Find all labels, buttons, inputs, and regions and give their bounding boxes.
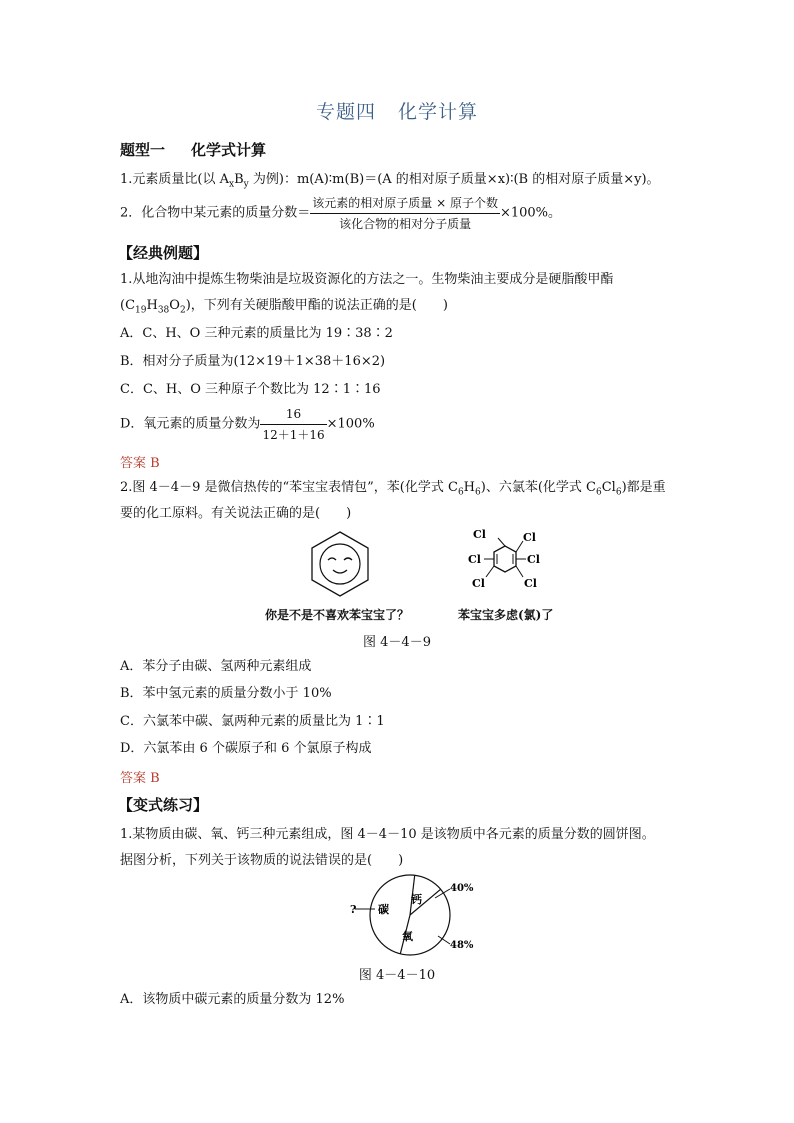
- q2-line-1-mid: )、六氯苯(化学式 C: [480, 480, 596, 495]
- pie-pct-oxygen: 48%: [450, 940, 474, 951]
- page-title: [0, 97, 794, 124]
- figure-4-4-10-caption: 图 4－4－10: [358, 968, 436, 983]
- q1-option-d-prefix: D．氧元素的质量分数为: [120, 416, 261, 432]
- q2-sub-2: 6: [475, 487, 481, 498]
- rule-1-sub-y: y: [243, 179, 249, 190]
- cl-label: Cl: [524, 577, 537, 590]
- rule-1-prefix: 1.元素质量比(以 A: [120, 172, 229, 187]
- q1-sub-o: 2: [179, 305, 186, 316]
- q2-sub-1: 6: [457, 487, 464, 498]
- rule-2-prefix: 2．化合物中某元素的质量分数＝: [120, 205, 311, 221]
- q2-answer: 答案 B: [120, 771, 160, 786]
- p1-line-2: 据图分析，下列关于该物质的说法错误的是( ): [120, 853, 404, 868]
- rule-2-suffix: ×100%。: [499, 205, 562, 221]
- q1-option-d-denominator: 12＋1＋16: [262, 428, 325, 442]
- rule-1-mid: B: [234, 172, 244, 187]
- q2-cl: Cl: [601, 480, 616, 495]
- q2-sub-4: 6: [615, 487, 622, 498]
- q1-option-b: B．相对分子质量为(12×19＋1×38＋16×2): [120, 354, 386, 369]
- q1-option-d: [120, 405, 375, 444]
- q1-h: H: [146, 298, 158, 313]
- q1-option-d-numerator: 16: [260, 405, 326, 425]
- q1-option-d-fraction: [260, 405, 326, 444]
- cl-label: Cl: [473, 528, 486, 541]
- pie-pct-calcium: 40%: [450, 883, 474, 894]
- p1-option-a: A．该物质中碳元素的质量分数为 12%: [120, 992, 345, 1007]
- q1-sub-h: 38: [157, 305, 170, 316]
- bond-bottom-left: [486, 566, 494, 577]
- rule-1-sub-x: x: [229, 179, 235, 190]
- rule-1-rest: 为例)：m(A)∶m(B)＝(A 的相对原子质量×x)∶(B 的相对原子质量×y)。: [248, 172, 660, 187]
- section-label: 题型一: [120, 141, 166, 159]
- cl-label: Cl: [523, 531, 536, 544]
- cl-label: Cl: [472, 577, 485, 590]
- figure-right-caption: 苯宝宝多虑(氯)了: [458, 608, 554, 622]
- rule-2-fraction: [310, 194, 500, 233]
- pie-label-unknown: ?: [350, 903, 357, 916]
- q2-option-d: D．六氯苯由 6 个碳原子和 6 个氯原子构成: [120, 741, 372, 756]
- examples-heading: 【经典例题】: [118, 244, 209, 262]
- q1-option-c: C．C、H、O 三种原子个数比为 12∶1∶16: [120, 382, 381, 397]
- rule-2-numerator: 该元素的相对原子质量 × 原子个数: [310, 194, 500, 214]
- cl-label: Cl: [468, 553, 481, 566]
- cl-label: Cl: [527, 553, 540, 566]
- q1-line-1: 1.从地沟油中提炼生物柴油是垃圾资源化的方法之一。生物柴油主要成分是硬脂酸甲酯: [120, 272, 614, 287]
- pie-label-carbon: 碳: [378, 903, 389, 916]
- pie-leader-oxygen: [438, 936, 450, 944]
- q1-option-a: A．C、H、O 三种元素的质量比为 19∶38∶2: [120, 326, 393, 341]
- benzene-ring-face: [320, 544, 360, 584]
- pie-label-calcium: 钙: [411, 893, 422, 906]
- q2-option-a: A．苯分子由碳、氢两种元素组成: [120, 659, 312, 674]
- q2-line-2: 要的化工原料。有关说法正确的是( ): [120, 506, 352, 521]
- q2-line-1-tail: )都是重: [621, 480, 666, 495]
- q2-option-b: B．苯中氢元素的质量分数小于 10%: [120, 686, 332, 701]
- q1-formula-open: (C: [120, 298, 136, 313]
- rule-2: [120, 194, 561, 233]
- q1-sub-c: 19: [135, 305, 147, 316]
- q2-line-1: [120, 479, 666, 502]
- practice-heading: 【变式练习】: [118, 796, 209, 814]
- left-eye-icon: [328, 558, 336, 560]
- pie-chart: [340, 872, 480, 962]
- section-name: 化学式计算: [191, 141, 267, 159]
- title-part-2: 化学计算: [398, 101, 479, 123]
- title-part-1: 专题四: [315, 101, 376, 123]
- q1-line-2: [120, 297, 448, 320]
- q1-option-d-suffix: ×100%: [326, 416, 375, 432]
- bond-top-right: [516, 541, 523, 552]
- q2-line-1-pre: 2.图 4－4－9 是微信热传的“苯宝宝表情包”，苯(化学式 C: [120, 480, 458, 495]
- figure-4-4-9-caption: 图 4－4－9: [363, 635, 431, 650]
- q2-sub-3: 6: [595, 487, 602, 498]
- smile-icon: [333, 570, 347, 573]
- pie-leader-calcium: [435, 889, 450, 898]
- figure-left-caption: 你是不是不喜欢苯宝宝了？: [265, 608, 410, 622]
- p1-line-1: 1.某物质由碳、氧、钙三种元素组成，图 4－4－10 是该物质中各元素的质量分数的圆饼图。: [120, 827, 655, 842]
- q1-line-2-post: )，下列有关硬脂酸甲酯的说法正确的是( ): [185, 298, 448, 313]
- rule-2-denominator: 该化合物的相对分子质量: [339, 217, 472, 231]
- bond-top-left: [498, 538, 505, 546]
- bond-bottom-right: [516, 566, 523, 577]
- hexachlorobenzene-figure: [460, 526, 550, 598]
- q2-option-c: C．六氯苯中碳、氯两种元素的质量比为 1∶1: [120, 714, 385, 729]
- q2-h: H: [463, 480, 476, 495]
- benzene-emoji-figure: [300, 528, 380, 598]
- q1-o: O: [169, 298, 180, 313]
- q1-answer: 答案 B: [120, 456, 160, 471]
- pie-label-oxygen: 氧: [402, 930, 413, 943]
- section-heading: [120, 139, 266, 160]
- right-eye-icon: [344, 558, 352, 560]
- rule-1: [120, 171, 660, 194]
